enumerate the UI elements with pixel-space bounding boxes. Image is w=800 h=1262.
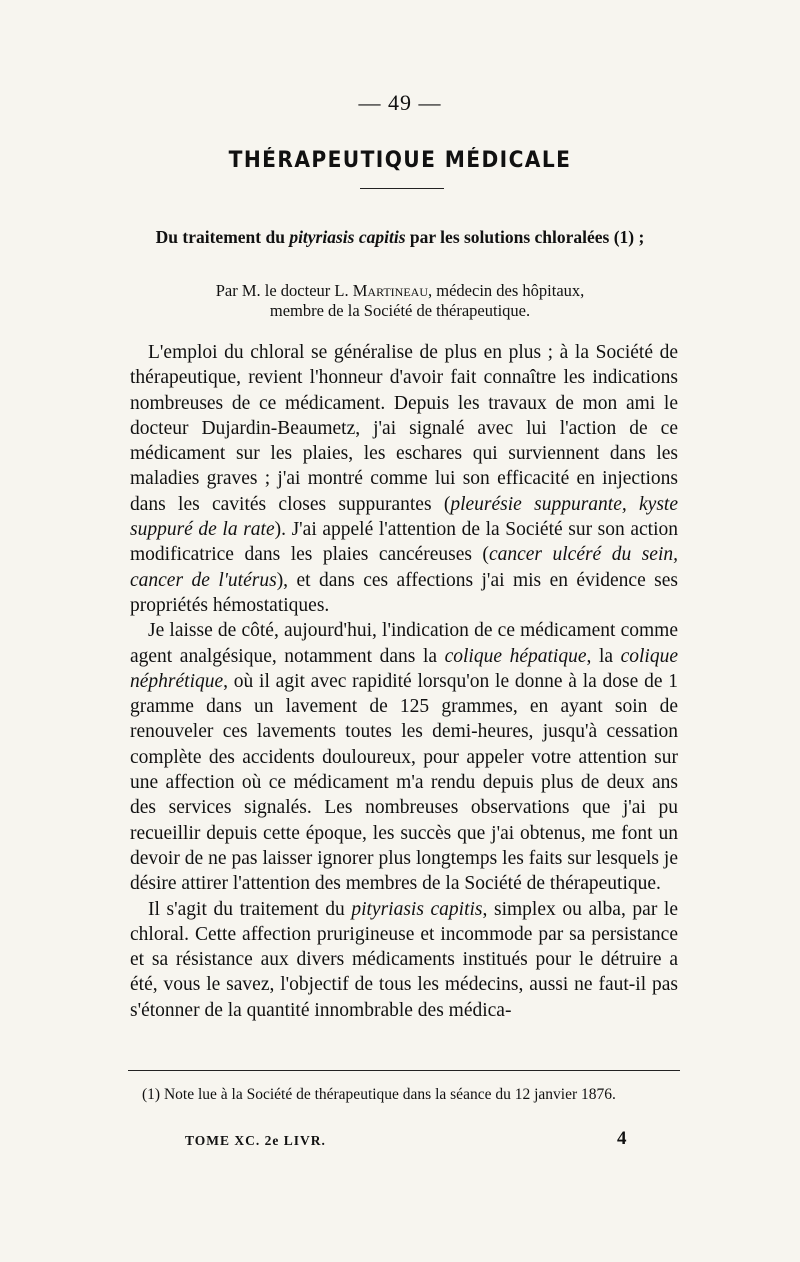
volume-signature: TOME XC. 2e LIVR.	[185, 1133, 326, 1148]
p1-italic-2: cancer ulcéré du sein, cancer de l'utérus	[130, 544, 678, 591]
p1-italic-1: pleurésie suppurante, kyste suppuré de la rate	[130, 493, 678, 541]
paragraph-2	[130, 618, 678, 896]
author-prefix: Par M. le docteur L.	[215, 281, 353, 300]
article-title	[150, 226, 650, 248]
title-rule	[360, 188, 444, 189]
page-number: — 49 —	[358, 90, 442, 115]
author-byline	[150, 281, 650, 321]
p3-text-a: Il s'agit du traitement du	[148, 898, 352, 920]
signature-mark: 4	[617, 1128, 627, 1149]
author-affiliation: membre de la Société de thérapeutique.	[269, 301, 531, 320]
article-body	[130, 340, 678, 1023]
author-name: Martineau	[352, 281, 429, 300]
section-title: THÉRAPEUTIQUE MÉDICALE	[228, 148, 572, 173]
footnote: (1) Note lue à la Société de thérapeutique dans la séance du 12 janvier 1876.	[142, 1086, 616, 1103]
p1-text-a: L'emploi du chloral se généralise de plus en plus ; à la Société de thérapeutique, revient l'honneur d'avoir fait connaître les indications nombreuses de ce médicament. Depuis les travaux de mon ami le docteur Dujardin-Beaumetz, j'ai signalé avec lui l'action de ce médicament sur les plaies, les eschares qui surviennent dans les maladies graves ; j'ai montré comme lui son efficacité en injections dans les cavités closes suppurantes (	[130, 342, 678, 515]
p2-text-b: , la	[586, 645, 621, 667]
p3-italic-1: pityriasis capitis	[351, 898, 483, 920]
article-title-part-1: Du traitement du	[155, 227, 290, 247]
author-role: , médecin des hôpitaux,	[428, 281, 585, 300]
article-title-part-2: par les solutions chloralées (1) ;	[405, 227, 645, 247]
article-title-italic: pityriasis capitis	[289, 227, 406, 247]
paragraph-3	[130, 897, 678, 1023]
footnote-rule	[128, 1070, 680, 1071]
p2-italic-1: colique hépatique	[444, 645, 587, 667]
p2-italic-2: colique néphrétique	[130, 645, 678, 692]
p1-text-c: ), et dans ces affections j'ai mis en évidence ses propriétés hémostatiques.	[130, 569, 678, 616]
p2-text-c: , où il agit avec rapidité lorsqu'on le donne à la dose de 1 gramme dans un lavement de 125 grammes, en ayant soin de renouveler ces lavements toutes les demi-heures, jusqu'à cessation complète des accidents douloureux, pour appeler votre attention sur une affection où ce médicament m'a rendu depuis plus de deux ans des services signalés. Les nombreuses observations que j'ai pu recueillir depuis cette époque, les succès que j'ai obtenus, me font un devoir de ne pas laisser ignorer plus longtemps les faits sur lesquels je désire attirer l'attention des membres de la Société de thérapeutique.	[130, 670, 678, 895]
p1-text-b: ). J'ai appelé l'attention de la Société sur son action modificatrice dans les plaies cancéreuses (	[130, 519, 678, 566]
p3-text-b: , simplex ou alba, par le chloral. Cette affection prurigineuse et incommode par sa persistance et sa résistance aux divers médicaments institués pour le détruire a été, vous le savez, l'objectif de tous les médecins, aussi ne faut-il pas s'étonner de la quantité innombrable des médica-	[130, 898, 678, 1021]
p2-text-a: Je laisse de côté, aujourd'hui, l'indication de ce médicament comme agent analgésique, notamment dans la	[130, 620, 678, 667]
paragraph-1	[130, 340, 678, 618]
